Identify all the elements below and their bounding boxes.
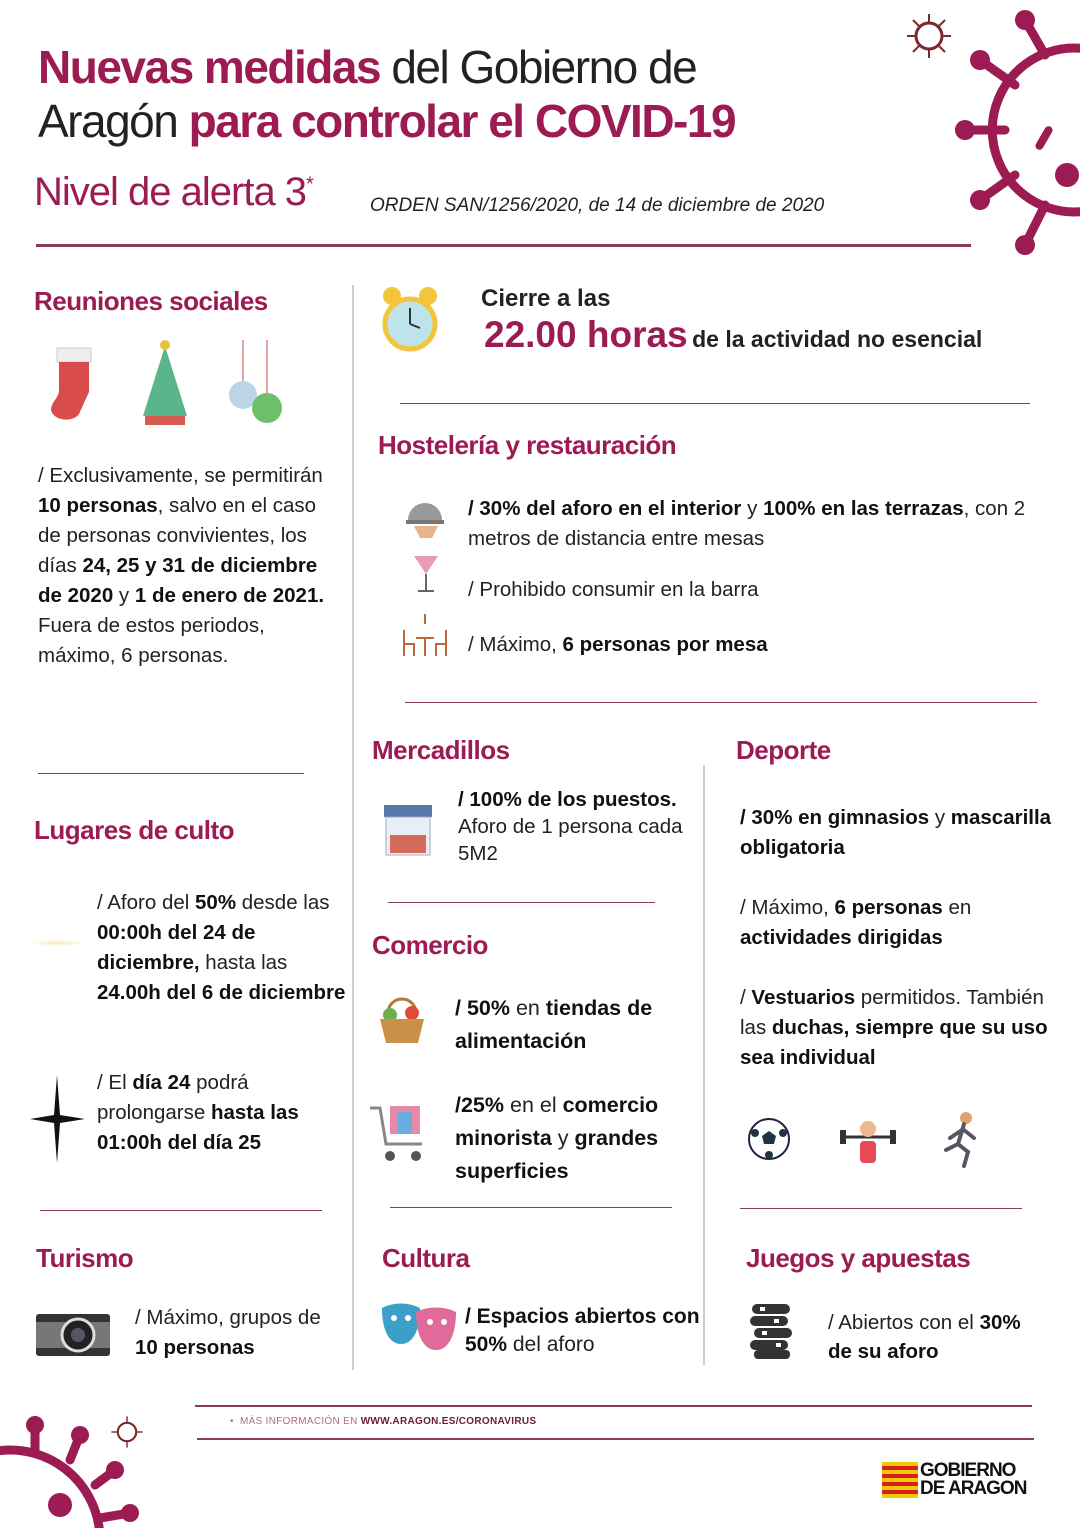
bold-text: 6 personas por mesa xyxy=(562,633,768,656)
weightlifter-icon xyxy=(838,1115,898,1167)
paragraph xyxy=(468,630,1028,660)
deporte-text-vestuarios xyxy=(740,983,1070,1073)
text: / Prohibido consumir en la barra xyxy=(468,578,759,601)
text: / Exclusivamente, se permitirán xyxy=(38,464,323,487)
cierre-line1: Cierre a las xyxy=(481,285,611,312)
paragraph xyxy=(468,575,1028,605)
logo-line-1: GOBIERNO xyxy=(920,1460,1016,1481)
paragraph xyxy=(135,1303,345,1363)
paragraph xyxy=(465,1303,700,1359)
heading-juegos: Juegos y apuestas xyxy=(746,1243,971,1273)
order-reference: ORDEN SAN/1256/2020, de 14 de diciembre de 2020 xyxy=(370,195,825,216)
heading-hosteleria: Hostelería y restauración xyxy=(378,430,677,460)
header-divider xyxy=(36,244,971,247)
text: , con 2 metros de distancia entre mesas xyxy=(468,497,1026,550)
text: desde las xyxy=(236,891,330,914)
text: Aforo de 1 persona cada 5M2 xyxy=(458,815,683,865)
section-divider xyxy=(40,1210,322,1211)
bold-text: 00:00h del 24 de diciembre, xyxy=(97,921,256,974)
section-divider xyxy=(38,773,304,774)
bold-text: 10 personas xyxy=(135,1336,255,1359)
alert-level xyxy=(34,170,313,215)
title-line-1 xyxy=(38,40,696,94)
bold-text: tiendas de alimentación xyxy=(455,996,653,1053)
column-divider xyxy=(352,285,354,1370)
casino-chips-icon xyxy=(748,1302,794,1360)
paragraph xyxy=(97,1068,347,1158)
section-divider xyxy=(740,1208,1022,1209)
column-divider xyxy=(703,765,705,1365)
serving-cloche-icon xyxy=(404,492,446,540)
footer-divider xyxy=(195,1405,1032,1407)
bold-text: 1 de enero de 2021. xyxy=(134,584,325,607)
aragon-flag-icon xyxy=(882,1462,918,1498)
bold-text: para controlar el COVID-19 xyxy=(188,95,736,147)
paragraph xyxy=(740,983,1070,1073)
hosteleria-item-barra xyxy=(468,575,1028,605)
cierre-rest: de la actividad no esencial xyxy=(692,326,983,352)
section-divider xyxy=(400,403,1030,404)
reuniones-text xyxy=(38,461,328,671)
section-divider xyxy=(388,902,655,903)
heading-turismo: Turismo xyxy=(36,1243,134,1273)
text: Fuera de estos periodos, máximo, 6 personas. xyxy=(38,614,265,667)
bold-text: / 30% del aforo en el interior xyxy=(468,497,742,520)
text: y xyxy=(551,1126,575,1150)
deporte-text-gimnasios xyxy=(740,803,1060,863)
paragraph xyxy=(740,803,1060,863)
paragraph xyxy=(468,494,1048,554)
bold-text: mascarilla obligatoria xyxy=(740,806,1052,859)
cocktail-icon xyxy=(412,552,440,594)
bold-text: Vestuarios xyxy=(751,986,856,1009)
text: / Máximo, grupos de xyxy=(135,1306,321,1329)
runner-icon xyxy=(940,1110,980,1168)
paragraph xyxy=(455,1089,700,1188)
christmas-ornaments-icon xyxy=(225,340,285,428)
text: en el xyxy=(504,1093,563,1117)
soccer-ball-icon xyxy=(747,1117,791,1161)
cierre-time: 22.00 horas xyxy=(484,314,688,355)
text: en xyxy=(942,896,972,919)
bold-text: / 30% en gimnasios xyxy=(740,806,930,829)
text: / Abiertos con el xyxy=(828,1311,980,1334)
cierre-line2 xyxy=(484,314,982,356)
bold-text: comercio minorista xyxy=(455,1093,659,1150)
text: y xyxy=(113,584,135,607)
text: hasta las xyxy=(199,951,288,974)
bold-text: Nuevas medidas xyxy=(38,41,381,93)
bold-text: día 24 xyxy=(132,1071,191,1094)
text: permitidos. También las xyxy=(740,986,1044,1039)
heading-reuniones: Reuniones sociales xyxy=(34,286,268,316)
text: Aragón xyxy=(38,95,189,147)
christmas-stocking-icon xyxy=(45,342,100,424)
camera-icon xyxy=(36,1310,110,1356)
text: podrá prolongarse xyxy=(97,1071,249,1124)
section-divider xyxy=(405,702,1037,703)
bold-text: actividades dirigidas xyxy=(740,926,943,949)
bold-text: 10 personas xyxy=(38,494,158,517)
heading-culto: Lugares de culto xyxy=(34,815,235,845)
bold-text: 24.00h del 6 de diciembre xyxy=(97,981,346,1004)
hosteleria-item-mesa xyxy=(468,630,1028,660)
bold-text: grandes superficies xyxy=(455,1126,659,1183)
footer-info-prefix: MÁS INFORMACIÓN EN xyxy=(239,1416,361,1427)
sparkle-glow-icon xyxy=(30,940,85,946)
shopping-cart-icon xyxy=(368,1100,430,1166)
bold-text: 100% en las terrazas xyxy=(763,497,964,520)
christmas-tree-icon xyxy=(135,338,195,428)
bold-text: / 100% de los puestos. xyxy=(458,788,677,811)
star-icon xyxy=(30,1075,85,1163)
text: / xyxy=(740,986,752,1009)
table-chairs-icon xyxy=(400,612,450,658)
footer-info-link[interactable]: WWW.ARAGON.ES/CORONAVIRUS xyxy=(360,1416,537,1427)
text: / Máximo, xyxy=(740,896,835,919)
text: y xyxy=(929,806,951,829)
paragraph xyxy=(97,888,347,1008)
juegos-text xyxy=(828,1308,1048,1366)
deporte-text-actividades xyxy=(740,893,1060,953)
heading-deporte: Deporte xyxy=(736,735,831,765)
heading-mercadillos: Mercadillos xyxy=(372,735,510,765)
paragraph xyxy=(38,94,735,148)
text: / Aforo del xyxy=(97,891,196,914)
paragraph xyxy=(455,992,695,1058)
paragraph xyxy=(38,461,328,671)
bold-text: 6 personas xyxy=(834,896,943,919)
paragraph xyxy=(828,1308,1048,1366)
bold-text: hasta las 01:00h del día 25 xyxy=(97,1101,299,1154)
alarm-clock-icon xyxy=(380,284,440,358)
paragraph xyxy=(458,786,688,867)
culto-text-aforo xyxy=(97,888,347,1008)
footer-divider xyxy=(197,1438,1034,1440)
bold-text: / 50% xyxy=(455,996,510,1020)
heading-cultura: Cultura xyxy=(382,1243,470,1273)
paragraph xyxy=(38,40,696,94)
theater-masks-icon xyxy=(380,1302,458,1354)
heading-comercio: Comercio xyxy=(372,930,488,960)
bold-text: 50% xyxy=(195,891,237,914)
turismo-text xyxy=(135,1303,345,1363)
mercadillos-text xyxy=(458,786,688,867)
gobierno-aragon-logo xyxy=(882,1462,1026,1498)
small-virus-icon xyxy=(905,12,953,60)
grocery-basket-icon xyxy=(376,993,428,1045)
logo-line-2: DE ARAGON xyxy=(920,1478,1027,1499)
small-virus-bottom-icon xyxy=(110,1415,144,1449)
text: / El xyxy=(97,1071,133,1094)
text: y xyxy=(741,497,764,520)
bold-text: 30% de su aforo xyxy=(828,1311,1021,1363)
paragraph xyxy=(740,893,1060,953)
text: del aforo xyxy=(507,1333,595,1356)
text: en xyxy=(509,996,546,1020)
bold-text: / Espacios abiertos con 50% xyxy=(465,1305,700,1356)
bold-text: 24, 25 y 31 de diciembre de 2020 xyxy=(38,554,318,607)
comercio-text-alimentacion xyxy=(455,992,695,1058)
text: / Máximo, xyxy=(468,633,563,656)
virus-decoration-icon xyxy=(945,0,1080,265)
text: , salvo en el caso de personas convivientes, los días xyxy=(38,494,317,577)
section-divider xyxy=(390,1207,672,1208)
footer-info: • MÁS INFORMACIÓN EN WWW.ARAGON.ES/CORONAVIRUS xyxy=(230,1416,537,1427)
bold-text: /25% xyxy=(455,1093,505,1117)
bold-text: duchas, siempre que su uso sea individual xyxy=(740,1016,1048,1069)
comercio-text-minorista xyxy=(455,1089,700,1188)
alert-footnote-mark: * xyxy=(306,173,313,196)
alert-level-text: Nivel de alerta 3 xyxy=(34,170,307,214)
title-line-2 xyxy=(38,94,735,148)
cultura-text xyxy=(465,1303,700,1359)
text: del Gobierno de xyxy=(380,41,697,93)
market-stall-icon xyxy=(382,803,434,857)
hosteleria-item-aforo xyxy=(468,494,1048,554)
culto-text-dia24 xyxy=(97,1068,347,1158)
